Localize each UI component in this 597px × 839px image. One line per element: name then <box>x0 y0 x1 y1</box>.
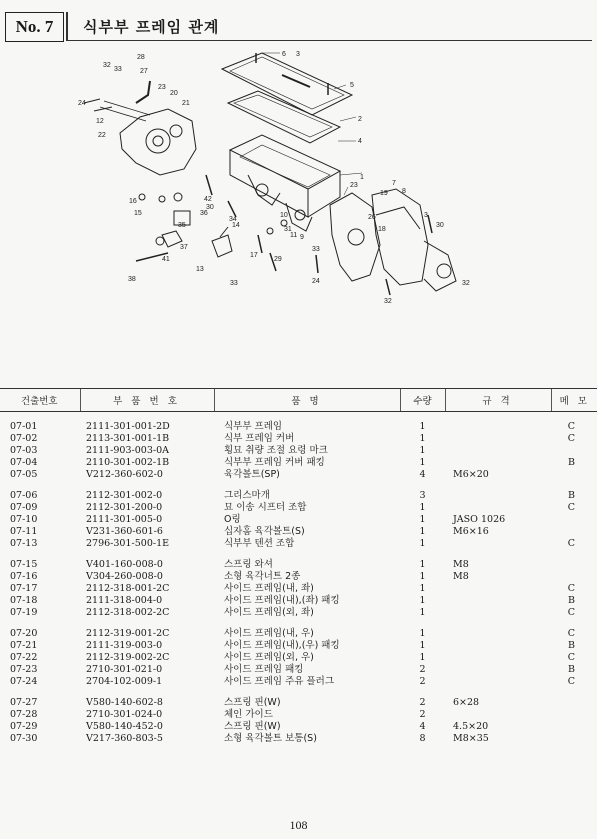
cell-index-no: 07-18 <box>10 595 38 606</box>
table-row <box>0 709 597 721</box>
cell-memo: B <box>568 664 575 675</box>
cell-spec: JASO 1026 <box>453 514 506 525</box>
cell-quantity: 1 <box>419 502 426 513</box>
cell-memo: C <box>567 421 575 432</box>
table-row <box>0 571 597 583</box>
cell-spec: M6×20 <box>453 469 489 480</box>
cell-spec <box>445 607 551 619</box>
cell-quantity: 1 <box>419 538 426 549</box>
cell-part-number: 2796-301-500-1E <box>86 538 170 549</box>
cell-memo <box>551 697 597 709</box>
group-spacer-cell <box>0 688 597 697</box>
cell-quantity: 1 <box>419 640 426 651</box>
column-header-part-name: 품 명 <box>214 389 400 412</box>
table-row <box>0 583 597 595</box>
table-row <box>0 721 597 733</box>
callout-label: 27 <box>140 68 148 75</box>
cell-part-name: 체인 가이드 <box>224 709 273 720</box>
callout-label: 33 <box>312 246 320 253</box>
cell-quantity: 1 <box>419 628 426 639</box>
cell-quantity: 4 <box>419 721 426 732</box>
cell-spec: 4.5×20 <box>453 721 489 732</box>
cell-index-no: 07-19 <box>10 607 38 618</box>
cell-quantity: 1 <box>419 457 426 468</box>
cell-index-no: 07-09 <box>10 502 38 513</box>
callout-label: 13 <box>196 266 204 273</box>
callout-label: 34 <box>229 216 237 223</box>
page-number: 108 <box>289 818 308 832</box>
cell-part-name: 사이드 프레임(외, 우) <box>224 652 314 663</box>
cell-index-no: 07-03 <box>10 445 38 456</box>
cell-part-number: V304-260-008-0 <box>86 571 163 582</box>
cell-spec: M8 <box>453 571 469 582</box>
cell-memo: C <box>567 583 575 594</box>
cell-index-no: 07-20 <box>10 628 38 639</box>
cell-memo: C <box>567 538 575 549</box>
callout-label: 18 <box>378 226 386 233</box>
table-row <box>0 469 597 481</box>
cell-memo: B <box>568 490 575 501</box>
cell-quantity: 1 <box>419 571 426 582</box>
callout-label: 9 <box>300 234 304 241</box>
cell-memo: C <box>567 607 575 618</box>
table-row <box>0 664 597 676</box>
cell-part-number: 2112-301-200-0 <box>86 502 163 513</box>
table-row <box>0 607 597 619</box>
cell-index-no: 07-24 <box>10 676 38 687</box>
cell-spec <box>445 538 551 550</box>
cell-part-number: 2112-318-001-2C <box>86 583 170 594</box>
cell-quantity: 2 <box>419 676 426 687</box>
cell-memo <box>551 445 597 457</box>
cell-part-number: 2111-903-003-0A <box>86 445 169 456</box>
cell-part-name: 스프링 와셔 <box>224 559 273 570</box>
cell-part-number: V580-140-602-8 <box>86 697 163 708</box>
cell-spec <box>445 457 551 469</box>
callout-label: 24 <box>78 100 86 107</box>
cell-memo: C <box>567 433 575 444</box>
cell-spec <box>445 652 551 664</box>
cell-memo <box>551 709 597 721</box>
cell-part-name: 사이드 프레임 주유 플러그 <box>224 676 335 687</box>
callout-label: 7 <box>392 180 396 187</box>
cell-part-name: 식부부 프레임 <box>224 421 283 432</box>
callout-label: 8 <box>402 188 406 195</box>
cell-index-no: 07-13 <box>10 538 38 549</box>
cell-part-name: 식부부 프레임 커버 패킹 <box>224 457 325 468</box>
cell-index-no: 07-23 <box>10 664 38 675</box>
cell-part-number: 2710-301-024-0 <box>86 709 163 720</box>
callout-label: 14 <box>232 222 240 229</box>
callout-label: 37 <box>180 244 188 251</box>
callout-label: 30 <box>436 222 444 229</box>
callout-label: 32 <box>384 298 392 305</box>
cell-part-number: 2112-319-002-2C <box>86 652 170 663</box>
cell-quantity: 1 <box>419 445 426 456</box>
callout-label: 12 <box>96 118 104 125</box>
column-header-index-no: 건출번호 <box>0 389 80 412</box>
cell-part-name: 사이드 프레임 패킹 <box>224 664 304 675</box>
column-header-part-number: 부 품 번 호 <box>80 389 214 412</box>
cell-quantity: 1 <box>419 652 426 663</box>
table-row <box>0 640 597 652</box>
cell-index-no: 07-22 <box>10 652 38 663</box>
cell-part-number: 2112-318-002-2C <box>86 607 170 618</box>
cell-spec <box>445 676 551 688</box>
parts-table <box>0 388 597 745</box>
cell-part-number: 2111-301-001-2D <box>86 421 170 432</box>
callout-label: 33 <box>114 66 122 73</box>
cell-memo <box>551 526 597 538</box>
cell-part-number: 2113-301-001-1B <box>86 433 170 444</box>
cell-quantity: 1 <box>419 421 426 432</box>
cell-part-number: 2112-301-002-0 <box>86 490 163 501</box>
cell-spec <box>445 628 551 640</box>
callout-label: 24 <box>312 278 320 285</box>
cell-spec <box>445 709 551 721</box>
cell-spec <box>445 421 551 433</box>
group-spacer <box>0 412 597 422</box>
table-row <box>0 445 597 457</box>
cell-index-no: 07-02 <box>10 433 38 444</box>
cell-index-no: 07-05 <box>10 469 38 480</box>
callout-label: 33 <box>230 280 238 287</box>
group-spacer-cell <box>0 619 597 628</box>
cell-memo: C <box>567 502 575 513</box>
callout-label: 30 <box>206 204 214 211</box>
cell-memo: C <box>567 652 575 663</box>
section-number: No. 7 <box>5 12 64 42</box>
cell-part-number: V231-360-601-6 <box>86 526 163 537</box>
cell-part-number: 2704-102-009-1 <box>86 676 163 687</box>
group-spacer <box>0 481 597 490</box>
cell-quantity: 1 <box>419 559 426 570</box>
callout-label: 35 <box>178 222 186 229</box>
cell-memo <box>551 721 597 733</box>
cell-index-no: 07-11 <box>10 526 38 537</box>
exploded-parts-diagram <box>0 45 597 345</box>
callout-label: 10 <box>280 212 288 219</box>
table-row <box>0 526 597 538</box>
column-header-spec: 규 격 <box>445 389 551 412</box>
cell-part-number: 2111-318-004-0 <box>86 595 163 606</box>
page-title: 식부부 프레임 관계 <box>83 18 220 36</box>
cell-part-name: 묘 이송 시프터 조합 <box>224 502 307 513</box>
cell-spec <box>445 583 551 595</box>
cell-spec <box>445 433 551 445</box>
cell-spec <box>445 640 551 652</box>
cell-spec: M6×16 <box>453 526 489 537</box>
cell-spec <box>445 664 551 676</box>
cell-part-name: O링 <box>224 514 241 525</box>
table-row <box>0 502 597 514</box>
cell-part-number: 2111-319-003-0 <box>86 640 163 651</box>
cell-part-name: 사이드 프레임(내),(좌) 패킹 <box>224 595 340 606</box>
table-row <box>0 514 597 526</box>
callout-label: 11 <box>290 232 298 239</box>
callout-label: 19 <box>380 190 388 197</box>
cell-memo <box>551 514 597 526</box>
callout-label: 4 <box>358 138 362 145</box>
callout-label: 3 <box>424 212 428 219</box>
cell-part-name: 횡묘 취량 조절 요령 마크 <box>224 445 328 456</box>
callout-label: 3 <box>296 51 300 58</box>
cell-quantity: 8 <box>419 733 426 744</box>
callout-label: 17 <box>250 252 258 259</box>
cell-memo: B <box>568 457 575 468</box>
cell-spec <box>445 595 551 607</box>
table-row <box>0 595 597 607</box>
cell-part-name: 스프링 핀(W) <box>224 721 281 732</box>
cell-spec <box>445 490 551 502</box>
cell-part-number: 2710-301-021-0 <box>86 664 163 675</box>
callout-label: 26 <box>368 214 376 221</box>
cell-part-number: V212-360-602-0 <box>86 469 163 480</box>
callout-label: 32 <box>462 280 470 287</box>
cell-part-name: 식부 프레임 커버 <box>224 433 295 444</box>
group-spacer <box>0 619 597 628</box>
cell-index-no: 07-17 <box>10 583 38 594</box>
table-row <box>0 652 597 664</box>
callout-label: 28 <box>137 54 145 61</box>
cell-part-name: 사이드 프레임(내),(우) 패킹 <box>224 640 340 651</box>
cell-memo: C <box>567 676 575 687</box>
cell-quantity: 2 <box>419 664 426 675</box>
cell-memo: B <box>568 640 575 651</box>
callout-label: 36 <box>200 210 208 217</box>
cell-index-no: 07-16 <box>10 571 38 582</box>
table-row <box>0 433 597 445</box>
callout-label: 23 <box>350 182 358 189</box>
column-header-memo: 메 모 <box>551 389 597 412</box>
callout-label: 21 <box>182 100 190 107</box>
cell-quantity: 1 <box>419 514 426 525</box>
callout-label: 16 <box>129 198 137 205</box>
cell-part-name: 그리스마개 <box>224 490 270 501</box>
table-row <box>0 676 597 688</box>
column-header-quantity: 수량 <box>400 389 445 412</box>
cell-quantity: 1 <box>419 583 426 594</box>
group-spacer-cell <box>0 550 597 559</box>
cell-index-no: 07-30 <box>10 733 38 744</box>
callout-label: 29 <box>274 256 282 263</box>
cell-quantity: 1 <box>419 607 426 618</box>
cell-spec: 6×28 <box>453 697 480 708</box>
cell-part-number: 2110-301-002-1B <box>86 457 170 468</box>
cell-index-no: 07-21 <box>10 640 38 651</box>
table-row <box>0 421 597 433</box>
cell-index-no: 07-04 <box>10 457 38 468</box>
cell-part-name: 소형 육각너트 2종 <box>224 571 301 582</box>
cell-part-number: 2112-319-001-2C <box>86 628 170 639</box>
cell-index-no: 07-28 <box>10 709 38 720</box>
table-row <box>0 490 597 502</box>
cell-index-no: 07-10 <box>10 514 38 525</box>
cell-part-number: 2111-301-005-0 <box>86 514 163 525</box>
cell-memo <box>551 559 597 571</box>
title-divider <box>66 12 68 41</box>
callout-label: 38 <box>128 276 136 283</box>
cell-quantity: 2 <box>419 697 426 708</box>
cell-index-no: 07-01 <box>10 421 38 432</box>
callout-label: 42 <box>204 196 212 203</box>
cell-part-name: 스프링 핀(W) <box>224 697 281 708</box>
table-row <box>0 538 597 550</box>
cell-quantity: 1 <box>419 526 426 537</box>
cell-spec <box>445 445 551 457</box>
cell-quantity: 2 <box>419 709 426 720</box>
cell-part-number: V580-140-452-0 <box>86 721 163 732</box>
parts-table-body <box>0 412 597 746</box>
title-underline <box>66 40 592 41</box>
callout-label: 32 <box>103 62 111 69</box>
group-spacer <box>0 688 597 697</box>
cell-part-name: 사이드 프레임(외, 좌) <box>224 607 314 618</box>
cell-index-no: 07-29 <box>10 721 38 732</box>
table-row <box>0 733 597 745</box>
cell-part-name: 식부부 텐션 조합 <box>224 538 295 549</box>
callout-label: 31 <box>284 226 292 233</box>
callout-label: 5 <box>350 82 354 89</box>
callout-label: 23 <box>158 84 166 91</box>
callout-label: 41 <box>162 256 170 263</box>
cell-spec: M8 <box>453 559 469 570</box>
table-row <box>0 559 597 571</box>
cell-quantity: 4 <box>419 469 426 480</box>
cell-memo: C <box>567 628 575 639</box>
cell-memo <box>551 469 597 481</box>
callout-label: 15 <box>134 210 142 217</box>
table-row <box>0 457 597 469</box>
cell-part-name: 사이드 프레임(내, 좌) <box>224 583 314 594</box>
cell-part-name: 소형 육각볼트 보통(S) <box>224 733 317 744</box>
group-spacer-cell <box>0 481 597 490</box>
table-row <box>0 697 597 709</box>
callout-label: 2 <box>358 116 362 123</box>
callout-label: 22 <box>98 132 106 139</box>
cell-part-number: V217-360-803-5 <box>86 733 163 744</box>
cell-index-no: 07-27 <box>10 697 38 708</box>
cell-memo: B <box>568 595 575 606</box>
group-spacer <box>0 550 597 559</box>
callout-label: 1 <box>360 174 364 181</box>
cell-part-name: 사이드 프레임(내, 우) <box>224 628 314 639</box>
cell-part-number: V401-160-008-0 <box>86 559 163 570</box>
callout-label: 6 <box>282 51 286 58</box>
cell-quantity: 1 <box>419 433 426 444</box>
group-spacer-cell <box>0 412 597 422</box>
table-row <box>0 628 597 640</box>
cell-memo <box>551 733 597 745</box>
cell-spec <box>445 502 551 514</box>
cell-part-name: 육각볼트(SP) <box>224 469 280 480</box>
cell-quantity: 3 <box>419 490 426 501</box>
cell-index-no: 07-06 <box>10 490 38 501</box>
cell-memo <box>551 571 597 583</box>
cell-spec: M8×35 <box>453 733 489 744</box>
callout-label: 20 <box>170 90 178 97</box>
cell-part-name: 십자홈 육각볼트(S) <box>224 526 305 537</box>
cell-quantity: 1 <box>419 595 426 606</box>
cell-index-no: 07-15 <box>10 559 38 570</box>
